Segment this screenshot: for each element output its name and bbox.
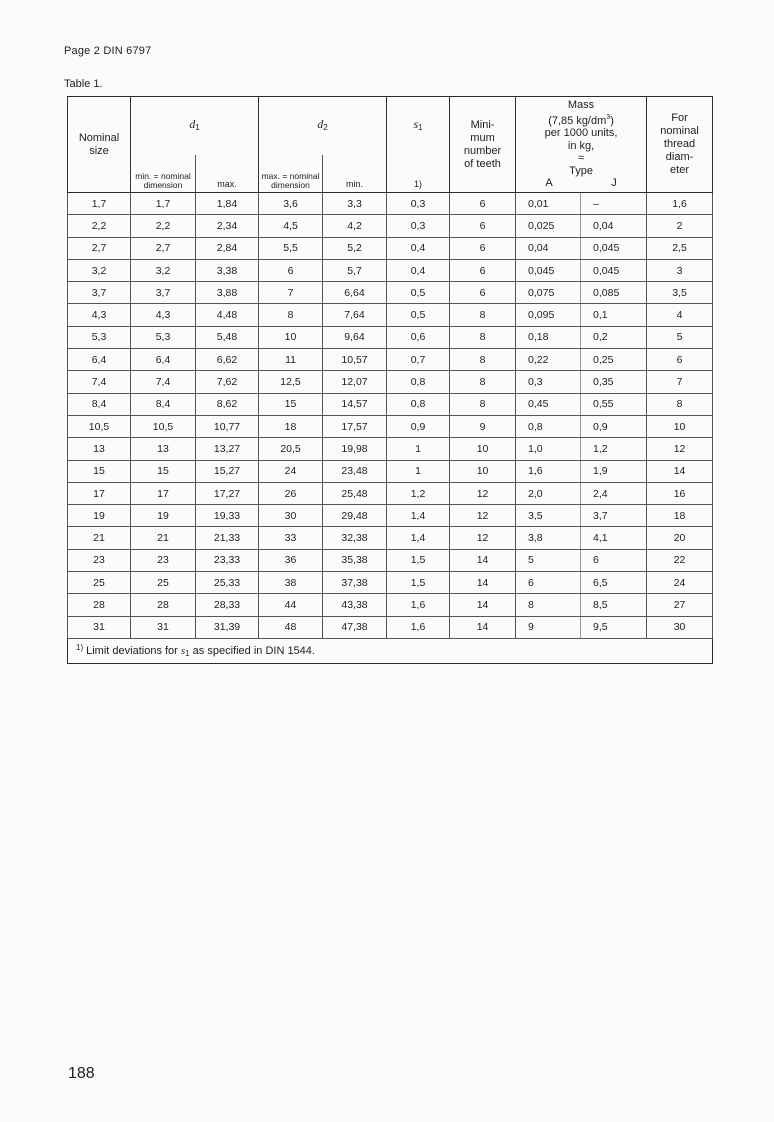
header-thread-diameter: For nominal thread diam- eter <box>647 97 713 193</box>
cell-mass-j: 8,5 <box>581 594 647 616</box>
cell-mass-a: 0,04 <box>516 237 581 259</box>
cell-min-teeth: 14 <box>450 616 516 638</box>
cell-nominal-size: 6,4 <box>68 349 131 371</box>
cell-min-teeth: 6 <box>450 237 516 259</box>
cell-mass-j: 0,045 <box>581 237 647 259</box>
cell-d1-min: 2,2 <box>131 215 196 237</box>
cell-mass-j: 6 <box>581 549 647 571</box>
cell-nominal-size: 17 <box>68 482 131 504</box>
cell-d1-max: 10,77 <box>196 415 259 437</box>
cell-mass-a: 0,045 <box>516 259 581 281</box>
cell-mass-a: 0,3 <box>516 371 581 393</box>
cell-s1: 0,5 <box>387 304 450 326</box>
table-row <box>68 616 713 638</box>
cell-d2-max: 3,6 <box>259 193 323 215</box>
cell-thread-diameter: 3,5 <box>647 282 713 304</box>
cell-d2-max: 44 <box>259 594 323 616</box>
cell-d2-max: 24 <box>259 460 323 482</box>
cell-mass-a: 0,01 <box>516 193 581 215</box>
cell-d2-min: 10,57 <box>323 349 387 371</box>
cell-min-teeth: 8 <box>450 393 516 415</box>
cell-min-teeth: 8 <box>450 326 516 348</box>
cell-thread-diameter: 16 <box>647 482 713 504</box>
cell-d2-max: 18 <box>259 415 323 437</box>
cell-thread-diameter: 7 <box>647 371 713 393</box>
dimensions-table <box>67 96 713 664</box>
cell-mass-j: 6,5 <box>581 572 647 594</box>
cell-mass-a: 6 <box>516 572 581 594</box>
cell-d1-min: 28 <box>131 594 196 616</box>
cell-d1-max: 2,34 <box>196 215 259 237</box>
cell-mass-a: 0,075 <box>516 282 581 304</box>
cell-nominal-size: 13 <box>68 438 131 460</box>
cell-nominal-size: 19 <box>68 505 131 527</box>
cell-d2-max: 30 <box>259 505 323 527</box>
cell-d1-max: 13,27 <box>196 438 259 460</box>
cell-d1-max: 25,33 <box>196 572 259 594</box>
cell-nominal-size: 3,7 <box>68 282 131 304</box>
cell-s1: 1,5 <box>387 572 450 594</box>
cell-s1: 1,4 <box>387 527 450 549</box>
header-d1-min: min. = nominal dimension <box>131 155 196 193</box>
header-s1: $s_1$ <box>387 97 450 156</box>
cell-d2-min: 23,48 <box>323 460 387 482</box>
cell-min-teeth: 8 <box>450 304 516 326</box>
cell-thread-diameter: 2,5 <box>647 237 713 259</box>
cell-d1-min: 1,7 <box>131 193 196 215</box>
cell-mass-a: 1,0 <box>516 438 581 460</box>
cell-d2-min: 4,2 <box>323 215 387 237</box>
cell-nominal-size: 31 <box>68 616 131 638</box>
cell-d1-min: 13 <box>131 438 196 460</box>
cell-d2-max: 12,5 <box>259 371 323 393</box>
cell-thread-diameter: 20 <box>647 527 713 549</box>
cell-s1: 1,6 <box>387 594 450 616</box>
header-min-teeth: Mini- mum number of teeth <box>450 97 516 193</box>
cell-d1-min: 23 <box>131 549 196 571</box>
cell-d2-max: 10 <box>259 326 323 348</box>
cell-nominal-size: 1,7 <box>68 193 131 215</box>
cell-thread-diameter: 27 <box>647 594 713 616</box>
cell-thread-diameter: 24 <box>647 572 713 594</box>
cell-s1: 0,9 <box>387 415 450 437</box>
cell-d1-min: 2,7 <box>131 237 196 259</box>
cell-s1: 0,6 <box>387 326 450 348</box>
cell-d1-min: 10,5 <box>131 415 196 437</box>
cell-min-teeth: 12 <box>450 527 516 549</box>
cell-thread-diameter: 2 <box>647 215 713 237</box>
cell-mass-a: 0,22 <box>516 349 581 371</box>
cell-d2-max: 20,5 <box>259 438 323 460</box>
cell-mass-j: 3,7 <box>581 505 647 527</box>
cell-d1-max: 17,27 <box>196 482 259 504</box>
cell-d2-min: 29,48 <box>323 505 387 527</box>
table-row <box>68 304 713 326</box>
cell-d2-min: 32,38 <box>323 527 387 549</box>
header-type-a: A <box>545 177 553 189</box>
cell-mass-j: 0,1 <box>581 304 647 326</box>
cell-s1: 1,4 <box>387 505 450 527</box>
cell-d2-max: 26 <box>259 482 323 504</box>
cell-d2-min: 25,48 <box>323 482 387 504</box>
cell-thread-diameter: 8 <box>647 393 713 415</box>
cell-mass-a: 3,5 <box>516 505 581 527</box>
cell-mass-j: 0,045 <box>581 259 647 281</box>
cell-d1-min: 21 <box>131 527 196 549</box>
cell-d2-min: 5,7 <box>323 259 387 281</box>
cell-min-teeth: 14 <box>450 549 516 571</box>
table-row <box>68 527 713 549</box>
cell-min-teeth: 8 <box>450 371 516 393</box>
cell-mass-a: 0,18 <box>516 326 581 348</box>
cell-mass-a: 9 <box>516 616 581 638</box>
header-d1: $d_1$ <box>131 97 259 156</box>
cell-d1-min: 3,2 <box>131 259 196 281</box>
cell-d1-min: 17 <box>131 482 196 504</box>
table-row <box>68 415 713 437</box>
cell-d2-min: 35,38 <box>323 549 387 571</box>
cell-d1-min: 25 <box>131 572 196 594</box>
cell-min-teeth: 6 <box>450 193 516 215</box>
cell-mass-j: 0,55 <box>581 393 647 415</box>
cell-mass-a: 0,45 <box>516 393 581 415</box>
cell-d1-min: 8,4 <box>131 393 196 415</box>
cell-d2-min: 19,98 <box>323 438 387 460</box>
cell-d1-max: 1,84 <box>196 193 259 215</box>
header-d2-max: max. = nominal dimension <box>259 155 323 193</box>
table-row <box>68 282 713 304</box>
cell-d1-min: 15 <box>131 460 196 482</box>
cell-d2-min: 17,57 <box>323 415 387 437</box>
cell-s1: 0,3 <box>387 215 450 237</box>
cell-mass-j: 1,2 <box>581 438 647 460</box>
cell-s1: 1,6 <box>387 616 450 638</box>
cell-thread-diameter: 6 <box>647 349 713 371</box>
cell-s1: 0,4 <box>387 237 450 259</box>
table-row <box>68 371 713 393</box>
cell-nominal-size: 21 <box>68 527 131 549</box>
cell-d1-min: 7,4 <box>131 371 196 393</box>
table-row <box>68 393 713 415</box>
cell-mass-j: 0,04 <box>581 215 647 237</box>
cell-thread-diameter: 30 <box>647 616 713 638</box>
cell-d2-min: 7,64 <box>323 304 387 326</box>
cell-d2-min: 43,38 <box>323 594 387 616</box>
cell-mass-a: 5 <box>516 549 581 571</box>
cell-d1-min: 6,4 <box>131 349 196 371</box>
table-row <box>68 505 713 527</box>
page-header: Page 2 DIN 6797 <box>64 45 152 57</box>
cell-d1-max: 6,62 <box>196 349 259 371</box>
cell-nominal-size: 8,4 <box>68 393 131 415</box>
cell-mass-j: 1,9 <box>581 460 647 482</box>
cell-nominal-size: 10,5 <box>68 415 131 437</box>
header-s1-note: 1) <box>387 155 450 193</box>
table-footnote: $^{1)}$ Limit deviations for $s_1$ as specified in DIN 1544. <box>68 638 713 663</box>
cell-min-teeth: 10 <box>450 438 516 460</box>
cell-min-teeth: 6 <box>450 215 516 237</box>
cell-d2-max: 7 <box>259 282 323 304</box>
cell-nominal-size: 2,2 <box>68 215 131 237</box>
cell-d2-max: 5,5 <box>259 237 323 259</box>
cell-d2-max: 6 <box>259 259 323 281</box>
header-d2: $d_2$ <box>259 97 387 156</box>
table-row <box>68 326 713 348</box>
cell-nominal-size: 7,4 <box>68 371 131 393</box>
cell-mass-j: 9,5 <box>581 616 647 638</box>
cell-nominal-size: 23 <box>68 549 131 571</box>
cell-d2-max: 15 <box>259 393 323 415</box>
cell-d2-max: 48 <box>259 616 323 638</box>
cell-d1-max: 8,62 <box>196 393 259 415</box>
cell-min-teeth: 14 <box>450 594 516 616</box>
table-row <box>68 438 713 460</box>
cell-d1-max: 31,39 <box>196 616 259 638</box>
cell-d1-max: 5,48 <box>196 326 259 348</box>
cell-s1: 0,8 <box>387 371 450 393</box>
table-row <box>68 349 713 371</box>
cell-d2-max: 38 <box>259 572 323 594</box>
cell-s1: 1,2 <box>387 482 450 504</box>
cell-min-teeth: 12 <box>450 482 516 504</box>
cell-mass-j: 0,35 <box>581 371 647 393</box>
cell-thread-diameter: 3 <box>647 259 713 281</box>
cell-mass-j: – <box>581 193 647 215</box>
cell-mass-j: 0,9 <box>581 415 647 437</box>
cell-d2-max: 33 <box>259 527 323 549</box>
cell-d1-max: 3,38 <box>196 259 259 281</box>
table-row <box>68 215 713 237</box>
cell-d2-min: 47,38 <box>323 616 387 638</box>
cell-mass-a: 0,095 <box>516 304 581 326</box>
page-number: 188 <box>68 1065 95 1082</box>
cell-d2-min: 5,2 <box>323 237 387 259</box>
table-row <box>68 594 713 616</box>
header-d1-max: max. <box>196 155 259 193</box>
cell-nominal-size: 25 <box>68 572 131 594</box>
cell-thread-diameter: 12 <box>647 438 713 460</box>
cell-s1: 1 <box>387 438 450 460</box>
cell-d2-min: 9,64 <box>323 326 387 348</box>
cell-min-teeth: 8 <box>450 349 516 371</box>
table-row <box>68 237 713 259</box>
cell-d1-max: 2,84 <box>196 237 259 259</box>
cell-nominal-size: 4,3 <box>68 304 131 326</box>
cell-nominal-size: 28 <box>68 594 131 616</box>
cell-mass-a: 2,0 <box>516 482 581 504</box>
cell-min-teeth: 6 <box>450 259 516 281</box>
cell-thread-diameter: 5 <box>647 326 713 348</box>
cell-s1: 0,8 <box>387 393 450 415</box>
cell-d2-max: 36 <box>259 549 323 571</box>
cell-mass-j: 4,1 <box>581 527 647 549</box>
header-d2-min: min. <box>323 155 387 193</box>
cell-thread-diameter: 1,6 <box>647 193 713 215</box>
cell-s1: 0,3 <box>387 193 450 215</box>
cell-d1-max: 15,27 <box>196 460 259 482</box>
cell-d1-min: 3,7 <box>131 282 196 304</box>
cell-d2-max: 4,5 <box>259 215 323 237</box>
cell-d1-max: 4,48 <box>196 304 259 326</box>
cell-d1-max: 21,33 <box>196 527 259 549</box>
cell-s1: 0,7 <box>387 349 450 371</box>
cell-d2-min: 3,3 <box>323 193 387 215</box>
cell-thread-diameter: 14 <box>647 460 713 482</box>
cell-mass-a: 3,8 <box>516 527 581 549</box>
cell-mass-j: 0,2 <box>581 326 647 348</box>
cell-s1: 0,5 <box>387 282 450 304</box>
cell-min-teeth: 10 <box>450 460 516 482</box>
cell-mass-a: 0,025 <box>516 215 581 237</box>
cell-d1-max: 3,88 <box>196 282 259 304</box>
cell-nominal-size: 15 <box>68 460 131 482</box>
cell-mass-a: 0,8 <box>516 415 581 437</box>
cell-thread-diameter: 4 <box>647 304 713 326</box>
cell-nominal-size: 2,7 <box>68 237 131 259</box>
cell-d1-min: 19 <box>131 505 196 527</box>
cell-mass-a: 8 <box>516 594 581 616</box>
cell-thread-diameter: 22 <box>647 549 713 571</box>
table-row <box>68 549 713 571</box>
table-row <box>68 572 713 594</box>
cell-min-teeth: 9 <box>450 415 516 437</box>
cell-s1: 1 <box>387 460 450 482</box>
cell-d1-max: 23,33 <box>196 549 259 571</box>
table-row <box>68 259 713 281</box>
cell-d1-min: 31 <box>131 616 196 638</box>
cell-thread-diameter: 18 <box>647 505 713 527</box>
cell-nominal-size: 3,2 <box>68 259 131 281</box>
cell-min-teeth: 14 <box>450 572 516 594</box>
cell-d2-min: 14,57 <box>323 393 387 415</box>
cell-d2-max: 11 <box>259 349 323 371</box>
table-caption: Table 1. <box>64 78 103 90</box>
cell-nominal-size: 5,3 <box>68 326 131 348</box>
cell-d1-min: 4,3 <box>131 304 196 326</box>
cell-d2-min: 6,64 <box>323 282 387 304</box>
cell-d1-max: 7,62 <box>196 371 259 393</box>
cell-mass-j: 0,25 <box>581 349 647 371</box>
cell-mass-j: 2,4 <box>581 482 647 504</box>
cell-min-teeth: 12 <box>450 505 516 527</box>
header-nominal-size: Nominal size <box>68 97 131 193</box>
cell-d1-min: 5,3 <box>131 326 196 348</box>
cell-mass-a: 1,6 <box>516 460 581 482</box>
header-type-j: J <box>611 177 617 189</box>
cell-d2-min: 37,38 <box>323 572 387 594</box>
cell-min-teeth: 6 <box>450 282 516 304</box>
cell-d2-max: 8 <box>259 304 323 326</box>
cell-mass-j: 0,085 <box>581 282 647 304</box>
cell-s1: 0,4 <box>387 259 450 281</box>
cell-d2-min: 12,07 <box>323 371 387 393</box>
cell-thread-diameter: 10 <box>647 415 713 437</box>
table-row <box>68 482 713 504</box>
cell-d1-max: 19,33 <box>196 505 259 527</box>
table-body <box>68 193 713 639</box>
table-row <box>68 460 713 482</box>
cell-d1-max: 28,33 <box>196 594 259 616</box>
table-row <box>68 193 713 215</box>
header-mass: Mass (7,85 $kg/dm^3$) per 1000 units, in kg, ≈ Type A J <box>516 97 647 193</box>
cell-s1: 1,5 <box>387 549 450 571</box>
